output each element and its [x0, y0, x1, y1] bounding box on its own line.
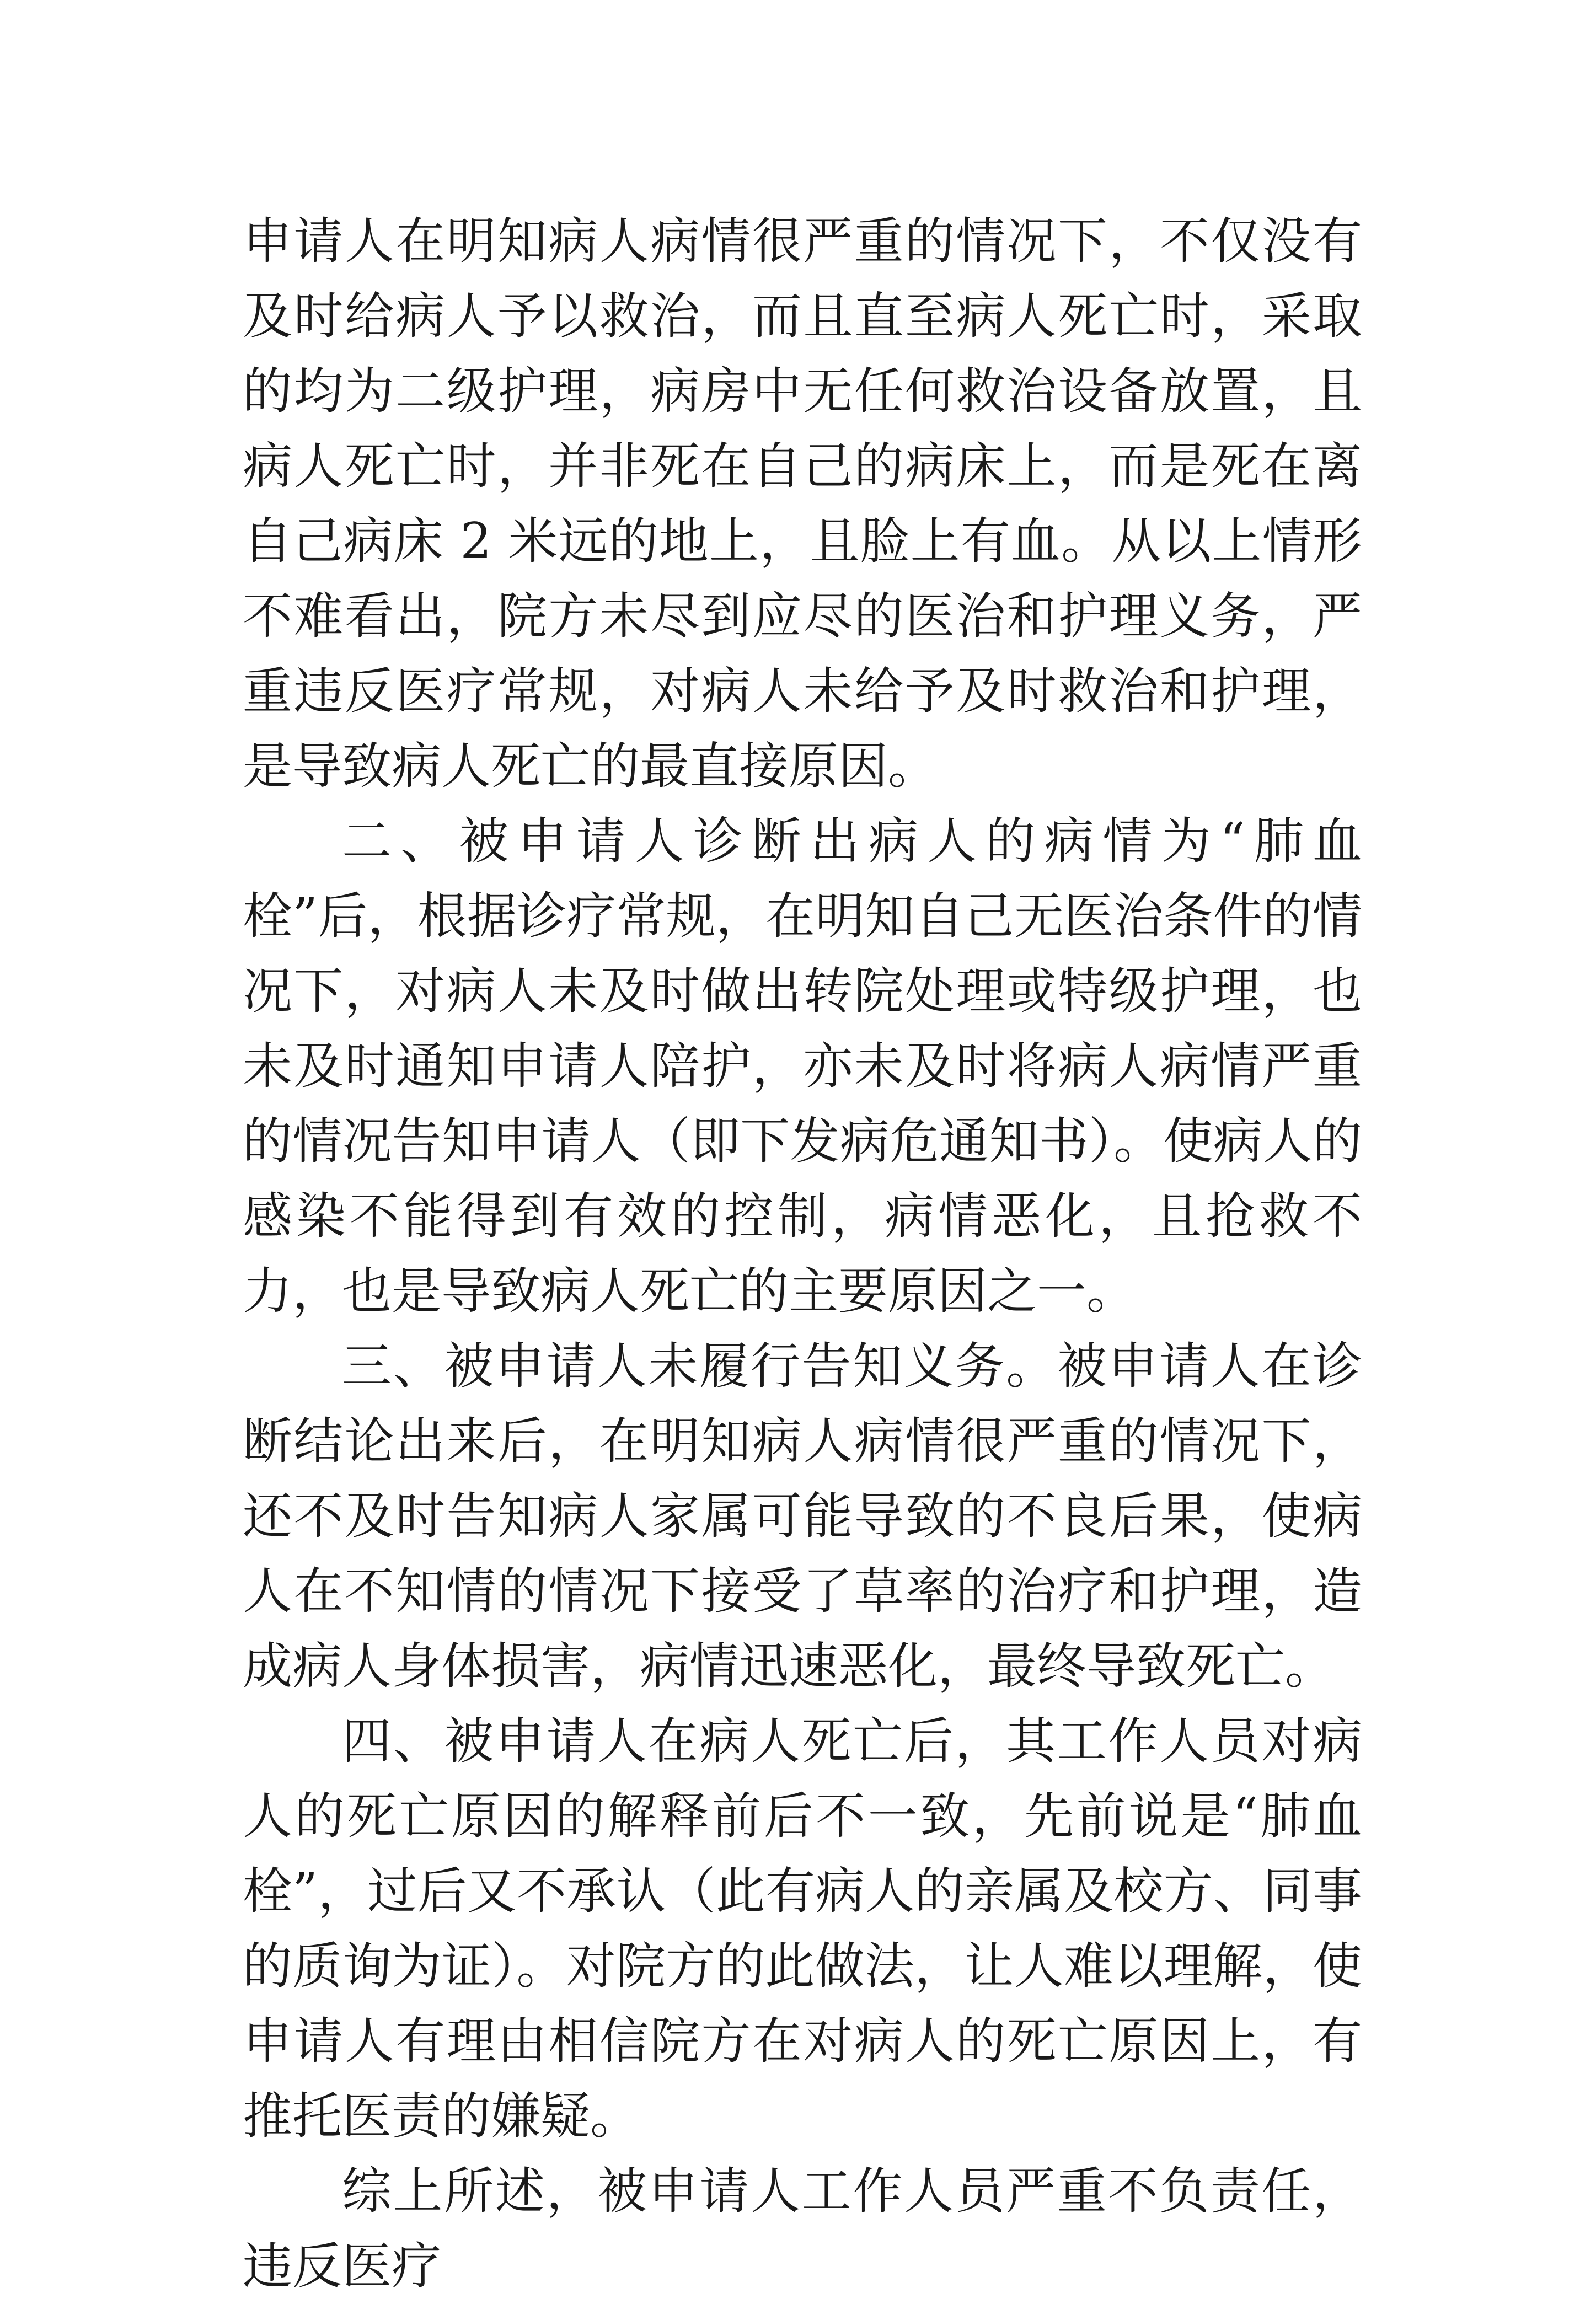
- paragraph-summary: 综上所述，被申请人工作人员严重不负责任，违反医疗: [243, 2162, 1362, 2295]
- paragraph-point-two: 二、被申请人诊断出病人的病情为“肺血栓”后，根据诊疗常规，在明知自己无医治条件的情况下，对病人未及时做出转院处理或特级护理，也未及时通知申请人陪护，亦未及时将病人病情严重的情况告知申请人（即下发病危通知书）。使病人的感染不能得到有效的控制，病情恶化，且抢救不力，也是导致病人死亡的主要原因之一。: [243, 812, 1362, 1320]
- document-body: [243, 204, 1362, 2304]
- paragraph-continuation: 申请人在明知病人病情很严重的情况下，不仅没有及时给病人予以救治，而且直至病人死亡时，采取的均为二级护理，病房中无任何救治设备放置，且病人死亡时，并非死在自己的病床上，而是死在离自己病床 2 米远的地上，且脸上有血。从以上情形不难看出，院方未尽到应尽的医治和护理义务，严重违反医疗常规，对病人未给予及时救治和护理，是导致病人死亡的最直接原因。: [243, 212, 1362, 795]
- paragraph-point-three: 三、被申请人未履行告知义务。被申请人在诊断结论出来后，在明知病人病情很严重的情况下，还不及时告知病人家属可能导致的不良后果，使病人在不知情的情况下接受了草率的治疗和护理，造成病人身体损害，病情迅速恶化，最终导致死亡。: [243, 1337, 1362, 1695]
- paragraph-point-four: 四、被申请人在病人死亡后，其工作人员对病人的死亡原因的解释前后不一致，先前说是“肺血栓”，过后又不承认（此有病人的亲属及校方、同事的质询为证）。对院方的此做法，让人难以理解，使申请人有理由相信院方在对病人的死亡原因上，有推托医责的嫌疑。: [243, 1712, 1362, 2145]
